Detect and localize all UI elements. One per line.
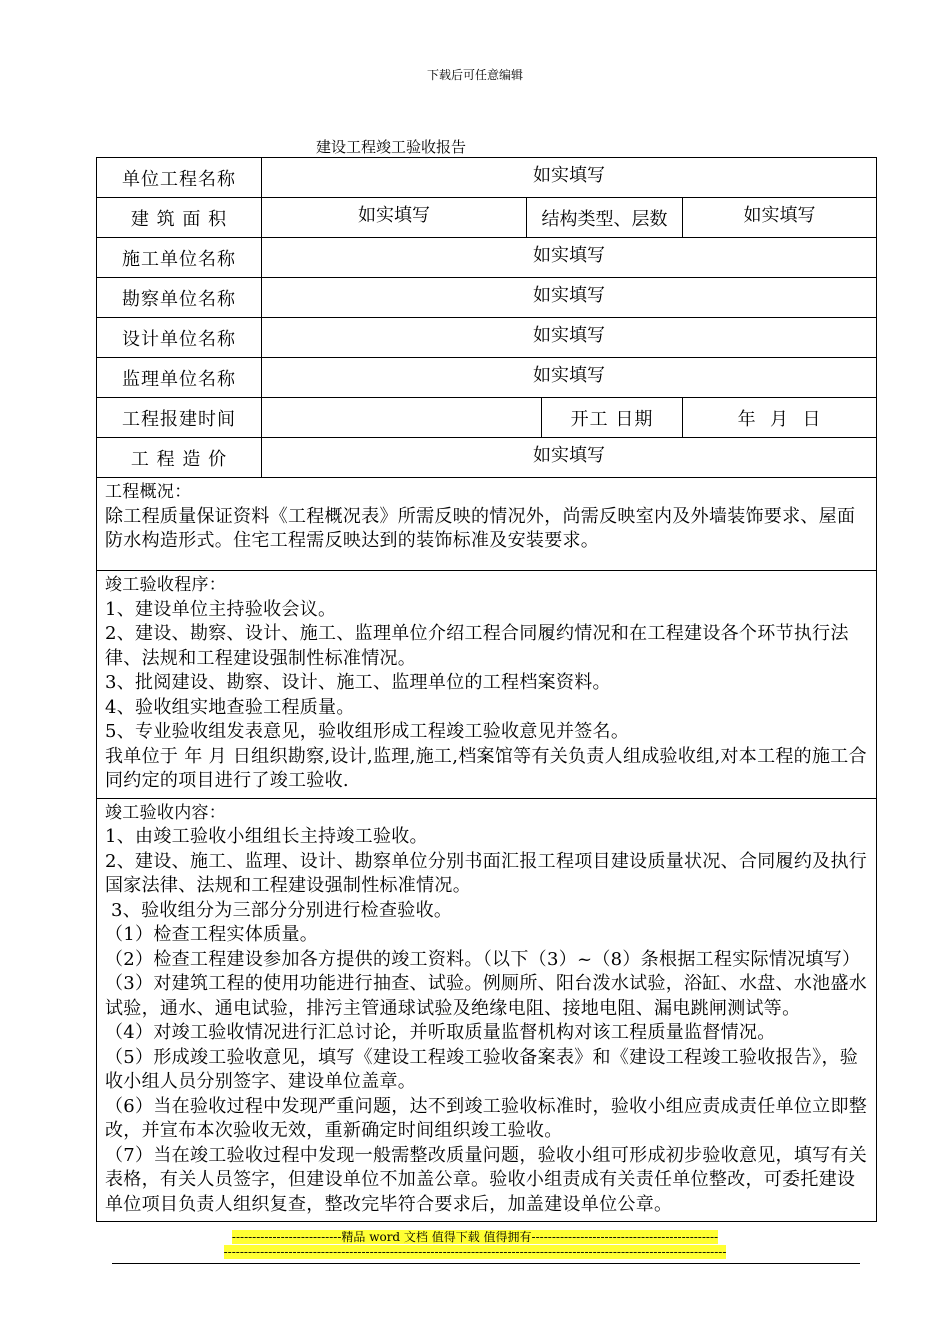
row-overview	[97, 478, 877, 571]
content-item: （2）检查工程建设参加各方提供的竣工资料。（以下（3）~（8）条根据工程实际情况填写）	[105, 948, 861, 970]
row-building-area	[97, 198, 877, 238]
structure-type-label: 结构类型、层数	[527, 198, 683, 238]
footer-rule	[112, 1263, 860, 1264]
project-cost-label: 工 程 造 价	[97, 438, 262, 478]
procedure-item: 5、专业验收组发表意见，验收组形成工程竣工验收意见并签名。	[105, 721, 630, 742]
content-item: （7）当在竣工验收过程中发现一般需整改质量问题，验收小组可形成初步验收意见，填写有关表格，有关人员签字，但建设单位不加盖公章。验收小组责成有关责任单位整改，可委托建设单位项目负责人组织复查，整改完毕符合要求后，加盖建设单位公章。	[105, 1144, 868, 1215]
footer-dashes-text: ----------------------------------------------------------------------------------------------------------------------------	[223, 1245, 727, 1259]
row-procedure	[97, 571, 877, 799]
footer-dashes	[0, 1245, 950, 1260]
overview-section	[97, 478, 877, 571]
procedure-item: 3、批阅建设、勘察、设计、施工、监理单位的工程档案资料。	[105, 672, 611, 693]
unit-name-value[interactable]: 如实填写	[262, 158, 877, 198]
content-item: 2、建设、施工、监理、设计、勘察单位分别书面汇报工程项目建设质量状况、合同履约及执行国家法律、法规和工程建设强制性标准情况。	[105, 850, 868, 896]
procedure-statement: 我单位于 年 月 日组织勘察,设计,监理,施工,档案馆等有关负责人组成验收组,对本工程的施工合同约定的项目进行了竣工验收.	[105, 745, 867, 791]
content-item: （4）对竣工验收情况进行汇总讨论，并听取质量监督机构对该工程质量监督情况。	[105, 1022, 776, 1043]
design-unit-label: 设计单位名称	[97, 318, 262, 358]
row-unit-name	[97, 158, 877, 198]
row-survey-unit	[97, 278, 877, 318]
survey-unit-value[interactable]: 如实填写	[262, 278, 877, 318]
content-item: （5）形成竣工验收意见，填写《建设工程竣工验收备案表》和《建设工程竣工验收报告》，验收小组人员分别签字、建设单位盖章。	[105, 1046, 859, 1092]
footer-banner-text: ---------------------------精品 word 文档 值得下载 值得拥有----------------------------------------------	[231, 1230, 719, 1244]
construction-unit-label: 施工单位名称	[97, 238, 262, 278]
supervision-unit-label: 监理单位名称	[97, 358, 262, 398]
overview-text: 除工程质量保证资料《工程概况表》所需反映的情况外，尚需反映室内及外墙装饰要求、屋面防水构造形式。住宅工程需反映达到的装饰标准及安装要求。	[105, 505, 856, 551]
report-time-value[interactable]	[262, 398, 542, 438]
procedure-item: 4、验收组实地查验工程质量。	[105, 696, 355, 718]
content-heading: 竣工验收内容：	[105, 802, 227, 823]
overview-heading: 工程概况：	[105, 482, 192, 502]
start-date-value[interactable]: 年 月 日	[683, 398, 877, 438]
row-report-time	[97, 398, 877, 438]
content-item: （1）检查工程实体质量。	[105, 924, 319, 945]
row-supervision-unit	[97, 358, 877, 398]
procedure-item: 1、建设单位主持验收会议。	[105, 598, 337, 620]
survey-unit-label: 勘察单位名称	[97, 278, 262, 318]
content-item: （6）当在验收过程中发现严重问题，达不到竣工验收标准时，验收小组应责成责任单位立即整改，并宣布本次验收无效，重新确定时间组织竣工验收。	[105, 1095, 868, 1141]
supervision-unit-value[interactable]: 如实填写	[262, 358, 877, 398]
design-unit-value[interactable]: 如实填写	[262, 318, 877, 358]
footer-banner	[0, 1230, 950, 1245]
document-title: 建设工程竣工验收报告	[316, 138, 467, 156]
building-area-label: 建 筑 面 积	[97, 198, 262, 238]
procedure-item: 2、建设、勘察、设计、施工、监理单位介绍工程合同履约情况和在工程建设各个环节执行法律、法规和工程建设强制性标准情况。	[105, 623, 849, 669]
content-item: 3、验收组分为三部分分别进行检查验收。	[105, 899, 453, 921]
content-item: （3）对建筑工程的使用功能进行抽查、试验。例厕所、阳台泼水试验，浴缸、水盘、水池盛水试验，通水、通电试验，排污主管通球试验及绝缘电阻、接地电阻、漏电跳闸测试等。	[105, 973, 868, 1019]
row-construction-unit	[97, 238, 877, 278]
row-design-unit	[97, 318, 877, 358]
procedure-heading: 竣工验收程序：	[105, 575, 227, 595]
start-date-label: 开工 日期	[542, 398, 683, 438]
acceptance-report-table	[96, 157, 877, 1222]
header-note: 下载后可任意编辑	[426, 68, 523, 82]
content-section	[97, 798, 877, 1222]
row-project-cost	[97, 438, 877, 478]
row-content	[97, 798, 877, 1222]
unit-name-label: 单位工程名称	[97, 158, 262, 198]
construction-unit-value[interactable]: 如实填写	[262, 238, 877, 278]
content-item: 1、由竣工验收小组组长主持竣工验收。	[105, 826, 428, 847]
building-area-value[interactable]: 如实填写	[262, 198, 527, 238]
report-time-label: 工程报建时间	[97, 398, 262, 438]
procedure-section	[97, 571, 877, 799]
structure-type-value[interactable]: 如实填写	[683, 198, 877, 238]
project-cost-value[interactable]: 如实填写	[262, 438, 877, 478]
